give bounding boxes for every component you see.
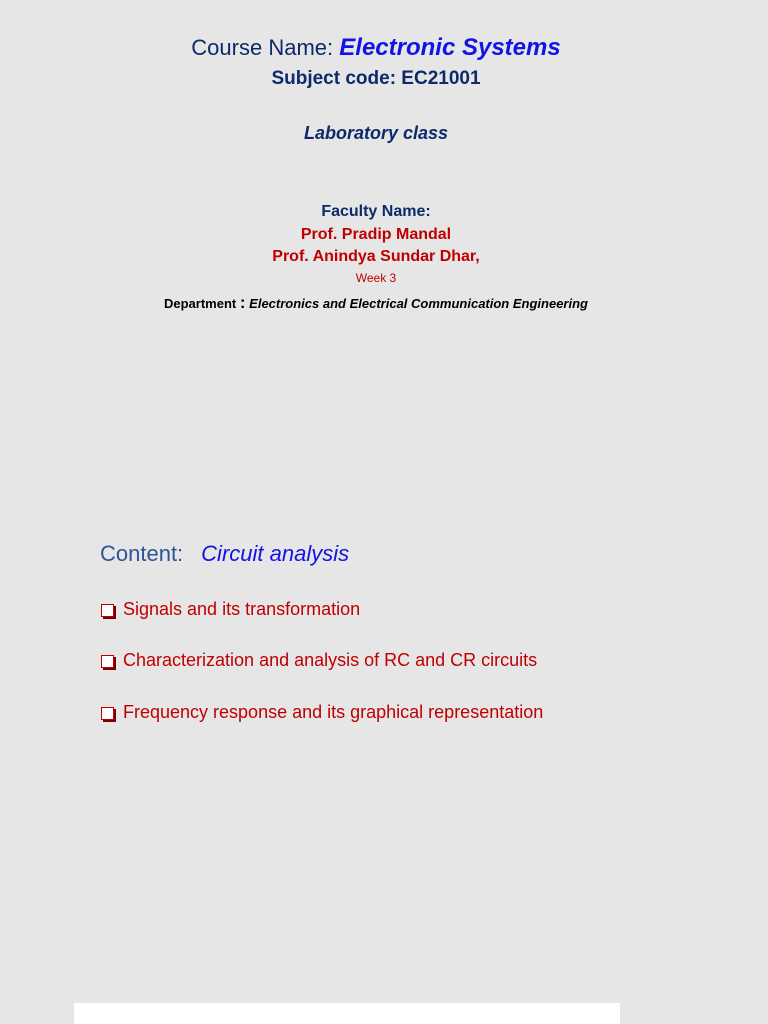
class-type: Laboratory class xyxy=(303,123,449,143)
department-separator: : xyxy=(239,293,246,312)
week-label: Week 3 xyxy=(355,271,397,285)
list-item-text: Frequency response and its graphical representation xyxy=(123,702,544,722)
list-item xyxy=(101,650,537,671)
department-label: Department xyxy=(164,296,237,311)
content-topic: Circuit analysis xyxy=(201,541,350,566)
checkbox-bullet-icon xyxy=(101,604,114,617)
department-line xyxy=(0,293,752,313)
faculty-name: Prof. Anindya Sundar Dhar, xyxy=(272,248,480,265)
course-label: Course Name: xyxy=(191,35,334,60)
subject-code: Subject code: EC21001 xyxy=(271,68,481,89)
checkbox-bullet-icon xyxy=(101,655,114,668)
department-name: Electronics and Electrical Communication Engineering xyxy=(249,296,588,311)
course-title xyxy=(0,34,752,62)
list-item xyxy=(101,702,543,723)
list-item xyxy=(101,599,360,620)
list-item-text: Characterization and analysis of RC and CR circuits xyxy=(123,650,538,670)
faculty-label: Faculty Name: xyxy=(321,203,431,220)
checkbox-bullet-icon xyxy=(101,707,114,720)
faculty-name: Prof. Pradip Mandal xyxy=(300,226,452,243)
content-label: Content: xyxy=(100,541,184,566)
list-item-text: Signals and its transformation xyxy=(123,599,361,619)
course-name: Electronic Systems xyxy=(339,34,561,61)
next-page-preview xyxy=(74,1003,620,1024)
content-heading xyxy=(100,541,349,567)
